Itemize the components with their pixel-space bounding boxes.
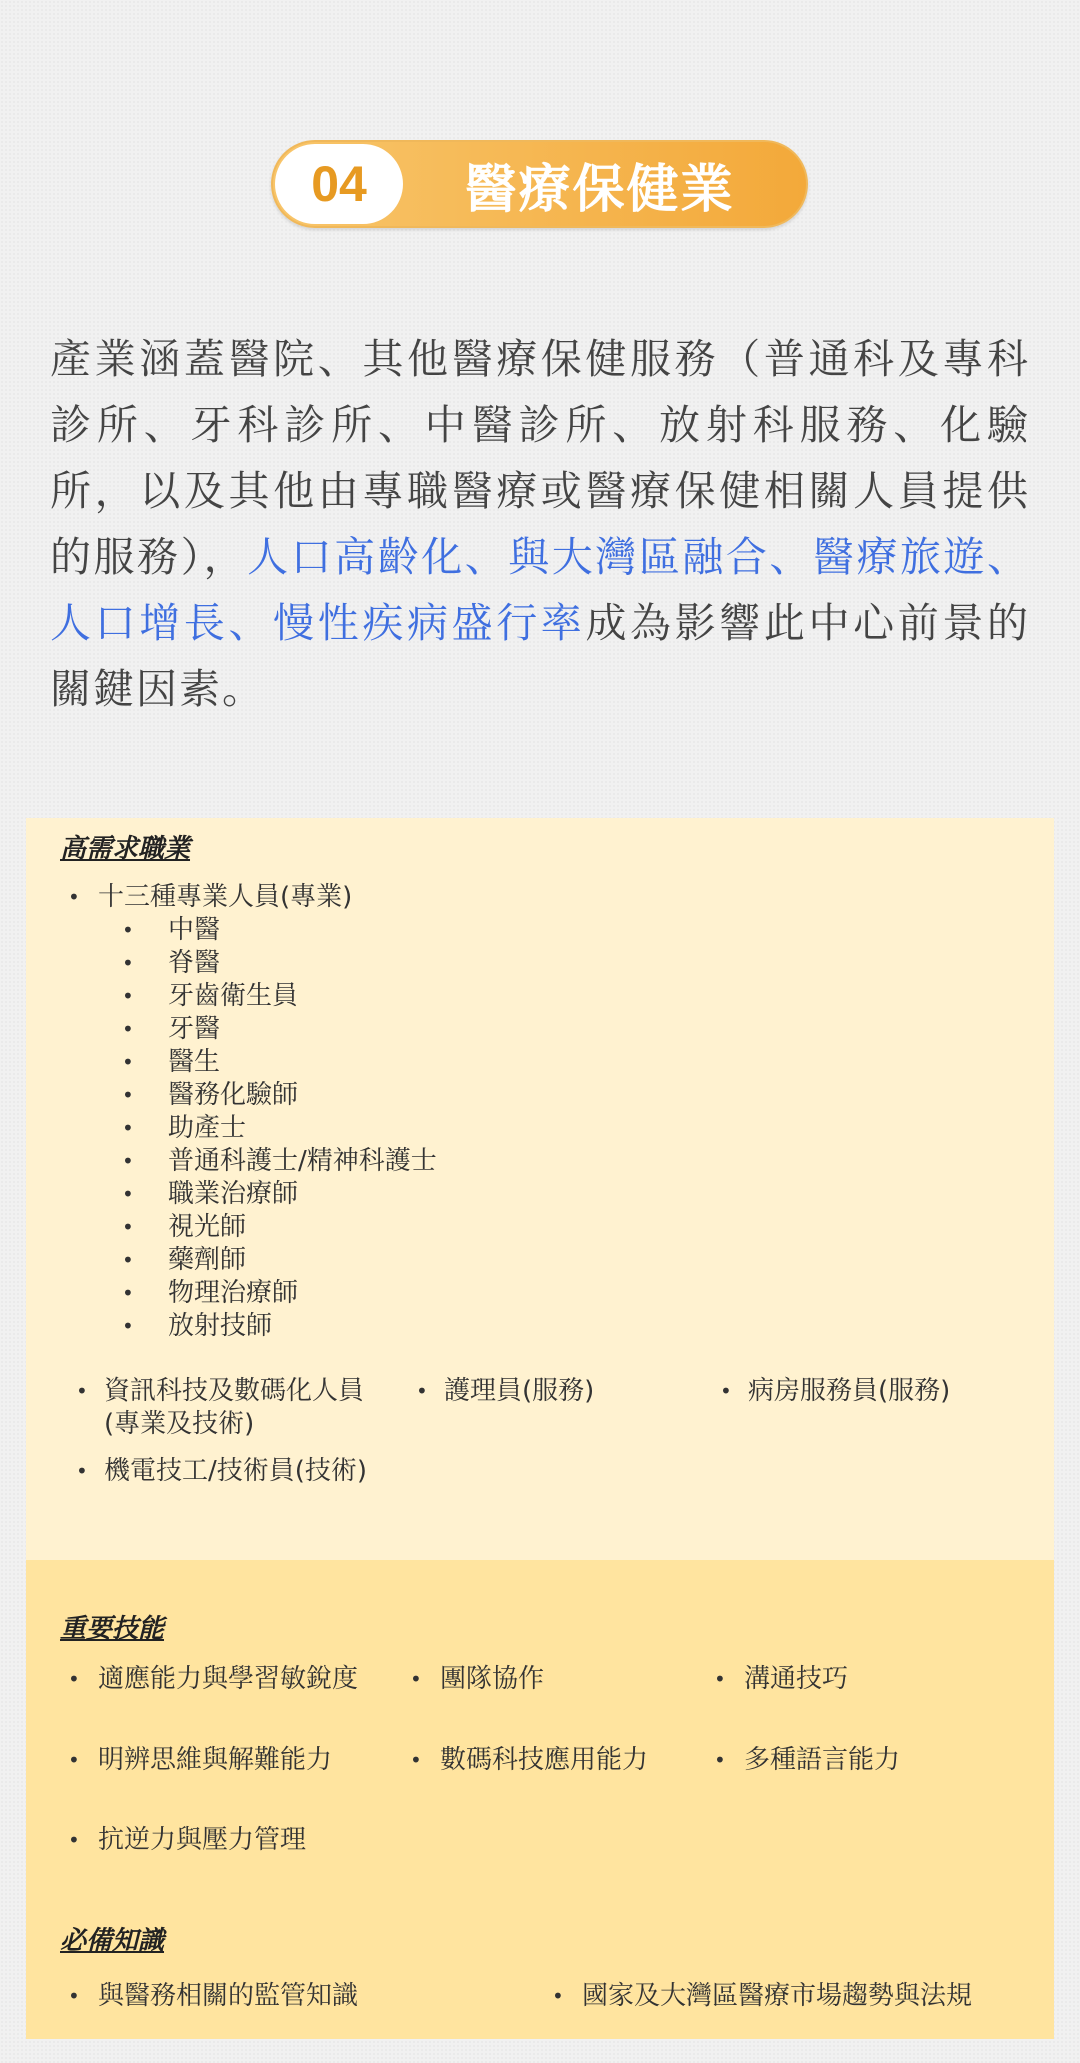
professionals-label: 十三種專業人員(專業) (98, 882, 353, 912)
bullet-icon: • (68, 885, 80, 909)
em-technician: 機電技工/技術員(技術) (104, 1456, 368, 1486)
bullet-icon: • (68, 1748, 80, 1772)
intro-paragraph (50, 326, 1030, 722)
knowledge-heading: 必備知識 (60, 1926, 165, 1956)
it-personnel-category: (專業及技術) (104, 1409, 255, 1439)
skill-item: 團隊協作 (440, 1664, 545, 1694)
skills-heading: 重要技能 (60, 1614, 165, 1644)
high-demand-heading: 高需求職業 (60, 834, 191, 864)
bullet-icon: • (76, 1459, 88, 1483)
bullet-icon: • (410, 1748, 422, 1772)
bullet-icon: • (76, 1379, 88, 1403)
bullet-icon: • (122, 951, 134, 975)
ward-attendant: 病房服務員(服務) (748, 1376, 951, 1406)
bullet-icon: • (410, 1667, 422, 1691)
bullet-icon: • (122, 1215, 134, 1239)
list-item: 中醫 (168, 915, 221, 945)
bullet-icon: • (122, 1083, 134, 1107)
list-item: 視光師 (168, 1212, 247, 1242)
list-item: 牙醫 (168, 1014, 221, 1044)
list-item: 藥劑師 (168, 1245, 247, 1275)
bullet-icon: • (552, 1984, 564, 2008)
list-item: 普通科護士/精神科護士 (168, 1146, 437, 1176)
intro-text: 產業涵蓋醫院、其他醫療保健服務（普通科及專科診所、牙科診所、中醫診所、放射科服務、化驗所，以及其他由專職醫療或醫療保健相關人員提供的服務）， (50, 335, 1030, 581)
care-worker: 護理員(服務) (444, 1376, 595, 1406)
knowledge-item: 與醫務相關的監管知識 (98, 1981, 359, 2011)
bullet-icon: • (122, 1314, 134, 1338)
list-item: 脊醫 (168, 948, 221, 978)
list-item: 牙齒衛生員 (168, 981, 299, 1011)
bullet-icon: • (68, 1828, 80, 1852)
bullet-icon: • (122, 1116, 134, 1140)
skills-knowledge-panel (26, 1560, 1054, 2039)
list-item: 助產士 (168, 1113, 247, 1143)
high-demand-panel (26, 818, 1054, 1560)
intro-highlight: 人口高齡化、與大灣區融合、醫療旅遊、人口增長、慢性疾病盛行率 (50, 533, 1031, 647)
skill-item: 溝通技巧 (744, 1664, 849, 1694)
bullet-icon: • (122, 1248, 134, 1272)
list-item: 放射技師 (168, 1311, 273, 1341)
bullet-icon: • (714, 1748, 726, 1772)
bullet-icon: • (68, 1984, 80, 2008)
knowledge-item: 國家及大灣區醫療市場趨勢與法規 (582, 1981, 973, 2011)
bullet-icon: • (122, 918, 134, 942)
skill-item: 明辨思維與解難能力 (98, 1745, 333, 1775)
section-title: 醫療保健業 (464, 159, 735, 220)
bullet-icon: • (68, 1667, 80, 1691)
list-item: 醫生 (168, 1047, 221, 1077)
list-item: 職業治療師 (168, 1179, 299, 1209)
list-item: 醫務化驗師 (168, 1080, 299, 1110)
bullet-icon: • (122, 1281, 134, 1305)
bullet-icon: • (122, 1182, 134, 1206)
bullet-icon: • (122, 1017, 134, 1041)
bullet-icon: • (720, 1379, 732, 1403)
bullet-icon: • (122, 1050, 134, 1074)
skill-item: 抗逆力與壓力管理 (98, 1825, 307, 1855)
list-item: 物理治療師 (168, 1278, 299, 1308)
section-title-pill (271, 140, 808, 228)
bullet-icon: • (416, 1379, 428, 1403)
skill-item: 數碼科技應用能力 (440, 1745, 649, 1775)
bullet-icon: • (122, 1149, 134, 1173)
intro-text-end: 成為影響此中心前景的關鍵因素。 (50, 599, 1031, 713)
bullet-icon: • (714, 1667, 726, 1691)
skill-item: 多種語言能力 (744, 1745, 901, 1775)
skill-item: 適應能力與學習敏銳度 (98, 1664, 359, 1694)
it-personnel: 資訊科技及數碼化人員 (104, 1376, 365, 1406)
section-number: 04 (275, 144, 403, 224)
bullet-icon: • (122, 984, 134, 1008)
